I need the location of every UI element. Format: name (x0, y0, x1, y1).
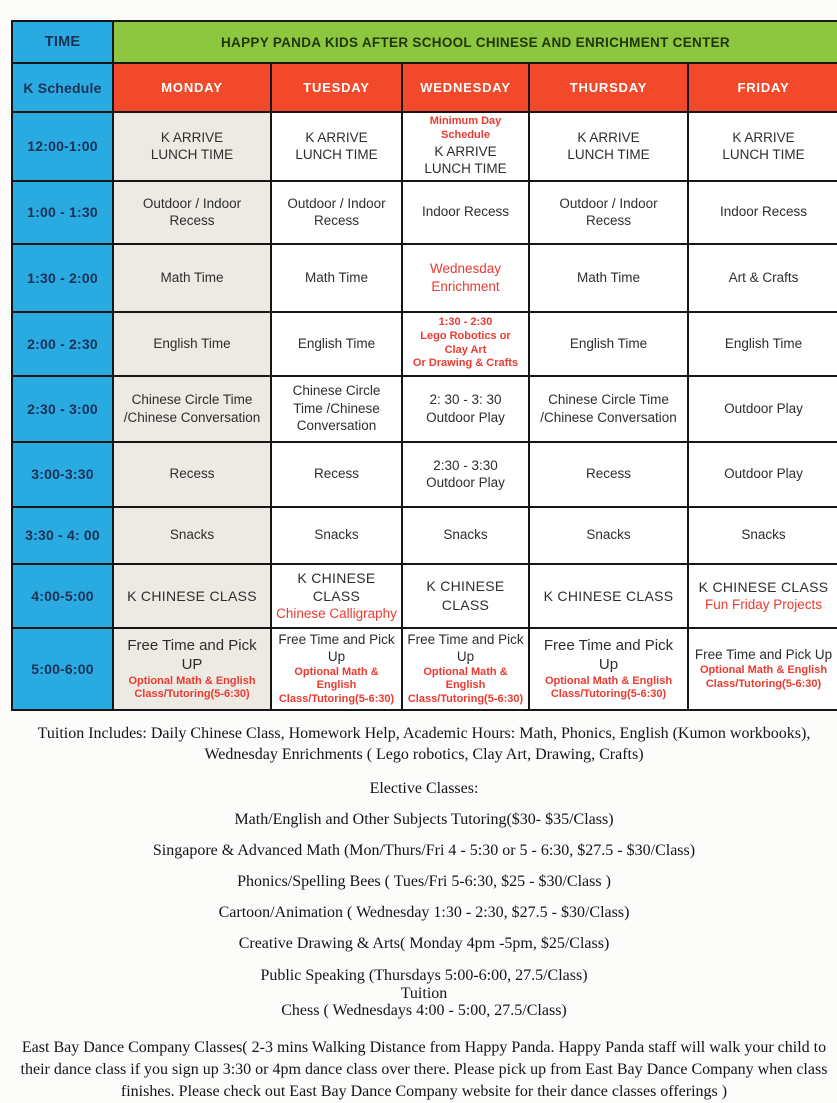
cell-text-line: Free Time and Pick Up (543, 636, 674, 674)
schedule-cell-monday (113, 312, 271, 376)
schedule-row (12, 244, 837, 312)
time-slot-label: 3:00-3:30 (12, 442, 113, 507)
cell-text-line: K CHINESE CLASS (297, 569, 376, 604)
schedule-cell-friday (688, 376, 837, 442)
cell-text-line: LUNCH TIME (150, 147, 234, 163)
cell-text-line: /Chinese Conversation (540, 409, 677, 425)
schedule-row (12, 312, 837, 376)
schedule-cell-friday (688, 507, 837, 564)
schedule-cell-monday (113, 564, 271, 628)
tuition-line: Tuition (400, 984, 448, 1002)
tuition-includes-note: Tuition Includes: Daily Chinese Class, Homework Help, Academic Hours: Math, Phonics, English (Kumon workbooks), Wednesday Enrichments ( Lego robotics, Clay Art, Drawing, Crafts) (37, 724, 811, 764)
cell-text-line: Recess (313, 213, 359, 229)
cell-text-line: Outdoor Play (426, 409, 505, 425)
cell-text-line: Or Drawing & Crafts (412, 357, 519, 370)
cell-text-line: Class/Tutoring(5-6:30) (407, 693, 524, 706)
cell-text-line: Outdoor / Indoor (559, 195, 658, 211)
cell-text-line: K CHINESE CLASS (698, 578, 829, 595)
schedule-cell-thursday (529, 244, 688, 312)
schedule-cell-thursday (529, 628, 688, 710)
cell-text-line: Lego Robotics or (420, 329, 511, 342)
schedule-row (12, 442, 837, 507)
schedule-cell-thursday (529, 376, 688, 442)
cell-text-line: Chinese Circle (292, 383, 381, 399)
cell-text-line: Optional Math & English (699, 663, 828, 676)
cell-text-line: English Time (569, 335, 648, 351)
schedule-row (12, 564, 837, 628)
schedule-cell-friday (688, 628, 837, 710)
cell-text-line: Chinese Circle Time (131, 392, 253, 408)
cell-text-line: Snacks (586, 527, 631, 543)
cell-text-line: Free Time and Pick UP (127, 636, 257, 674)
cell-text-line: K ARRIVE (160, 129, 224, 145)
schedule-cell-tuesday (271, 112, 402, 181)
cell-text-line: Conversation (296, 418, 377, 434)
cell-text-line: Recess (313, 466, 359, 482)
title-row (12, 21, 837, 63)
cell-text-line: Optional Math & English (423, 665, 508, 692)
schedule-cell-wednesday (402, 312, 529, 376)
cell-text-line: English Time (153, 335, 231, 351)
time-slot-label: 1:00 - 1:30 (12, 181, 113, 244)
day-header-wednesday: WEDNESDAY (402, 63, 529, 112)
day-header-friday: FRIDAY (688, 63, 837, 112)
cell-text-line: LUNCH TIME (567, 147, 650, 163)
cell-text-line: Class/Tutoring(5-6:30) (278, 693, 395, 706)
cell-text-line: Class/Tutoring(5-6:30) (134, 688, 250, 701)
cell-text-line: English Time (724, 335, 803, 351)
schedule-cell-wednesday (402, 564, 529, 628)
schedule-row (12, 376, 837, 442)
cell-text-line: K ARRIVE (434, 143, 497, 159)
cell-text-line: Outdoor Play (426, 475, 505, 491)
cell-text-line: Free Time and Pick Up (694, 647, 833, 663)
cell-text-line: Fun Friday Projects (704, 596, 823, 612)
cell-text-line: Snacks (741, 527, 786, 543)
schedule-cell-tuesday (271, 244, 402, 312)
schedule-cell-friday (688, 442, 837, 507)
schedule-cell-tuesday (271, 312, 402, 376)
time-slot-label: 3:30 - 4: 00 (12, 507, 113, 564)
schedule-cell-thursday (529, 564, 688, 628)
schedule-cell-monday (113, 442, 271, 507)
schedule-cell-wednesday (402, 376, 529, 442)
cell-text-line: Indoor Recess (421, 204, 510, 220)
cell-text-line: Snacks (169, 527, 215, 543)
dance-company-note: East Bay Dance Company Classes( 2-3 mins Walking Distance from Happy Panda. Happy Panda staff will walk your child to their dance class if you sign up 3:30 or 4pm dance class over there. Please pick up from East Bay Dance Company when class finishes. Please check out East Bay Dance Company website for their dance classes offerings ) (20, 1038, 828, 1101)
cell-text-line: Recess (585, 213, 631, 229)
schedule-cell-monday (113, 376, 271, 442)
schedule-cell-friday (688, 244, 837, 312)
cell-text-line: Math Time (576, 269, 641, 285)
schedule-cell-monday (113, 628, 271, 710)
cell-text-line: Chinese Calligraphy (276, 606, 397, 621)
cell-text-line: Minimum Day Schedule (429, 115, 502, 141)
schedule-row (12, 181, 837, 244)
schedule-cell-thursday (529, 312, 688, 376)
schedule-cell-thursday (529, 442, 688, 507)
day-header-row (12, 63, 837, 112)
time-slot-label: 1:30 - 2:00 (12, 244, 113, 312)
schedule-cell-thursday (529, 181, 688, 244)
schedule-row (12, 112, 837, 181)
time-slot-label: 12:00-1:00 (12, 112, 113, 181)
cell-text-line: 2:30 - 3:30 (433, 457, 498, 473)
notes-section (11, 723, 837, 1103)
cell-text-line: Recess (585, 466, 631, 482)
cell-text-line: Recess (169, 466, 215, 482)
schedule-cell-wednesday (402, 181, 529, 244)
schedule-cell-wednesday (402, 442, 529, 507)
electives-list (11, 811, 837, 953)
cell-text-line: Enrichment (431, 278, 500, 294)
schedule-cell-tuesday (271, 442, 402, 507)
electives-heading: Elective Classes: (369, 780, 479, 798)
cell-text-line: K CHINESE CLASS (127, 587, 257, 604)
schedule-cell-wednesday (402, 112, 529, 181)
cell-text-line: Indoor Recess (719, 204, 808, 220)
cell-text-line: Optional Math & English (128, 674, 256, 687)
schedule-cell-monday (113, 507, 271, 564)
cell-text-line: K CHINESE CLASS (426, 578, 505, 613)
schedule-cell-wednesday (402, 507, 529, 564)
elective-line: Cartoon/Animation ( Wednesday 1:30 - 2:30, $27.5 - $30/Class) (218, 904, 630, 922)
elective-line: Singapore & Advanced Math (Mon/Thurs/Fri 4 - 5:30 or 5 - 6:30, $27.5 - $30/Class) (152, 842, 696, 860)
schedule-cell-friday (688, 181, 837, 244)
tuition-line: Chess ( Wednesdays 4:00 - 5:00, 27.5/Class) (281, 1002, 567, 1020)
cell-text-line: Optional Math & English (294, 665, 379, 692)
schedule-row (12, 507, 837, 564)
cell-text-line: Class/Tutoring(5-6:30) (550, 688, 667, 701)
cell-text-line: Math Time (304, 269, 369, 285)
schedule-cell-monday (113, 181, 271, 244)
cell-text-line: 2: 30 - 3: 30 (429, 392, 502, 408)
cell-text-line: Outdoor Play (724, 400, 803, 416)
schedule-cell-tuesday (271, 628, 402, 710)
schedule-cell-monday (113, 112, 271, 181)
cell-text-line: Outdoor Play (724, 466, 803, 482)
cell-text-line: 1:30 - 2:30 (438, 316, 493, 329)
cell-text-line: LUNCH TIME (295, 147, 378, 163)
cell-text-line: Outdoor / Indoor (287, 195, 386, 211)
schedule-table (11, 20, 837, 711)
schedule-cell-friday (688, 112, 837, 181)
cell-text-line: Time /Chinese (293, 400, 380, 416)
schedule-cell-friday (688, 312, 837, 376)
day-header-thursday: THURSDAY (529, 63, 688, 112)
schedule-cell-thursday (529, 507, 688, 564)
cell-text-line: Optional Math & English (544, 674, 673, 687)
schedule-cell-friday (688, 564, 837, 628)
schedule-cell-wednesday (402, 244, 529, 312)
cell-text-line: LUNCH TIME (424, 161, 507, 177)
tuition-tight-lines (11, 967, 837, 1020)
cell-text-line: K ARRIVE (732, 129, 795, 145)
schedule-cell-tuesday (271, 507, 402, 564)
cell-text-line: Class/Tutoring(5-6:30) (705, 677, 822, 690)
cell-text-line: K ARRIVE (305, 129, 368, 145)
cell-text-line: Free Time and Pick Up (407, 631, 524, 665)
day-header-monday: MONDAY (113, 63, 271, 112)
cell-text-line: LUNCH TIME (722, 147, 805, 163)
schedule-cell-tuesday (271, 564, 402, 628)
elective-line: Phonics/Spelling Bees ( Tues/Fri 5-6:30, $25 - $30/Class ) (237, 873, 611, 891)
schedule-cell-wednesday (402, 628, 529, 710)
center-title: HAPPY PANDA KIDS AFTER SCHOOL CHINESE AND ENRICHMENT CENTER (113, 21, 837, 63)
cell-text-line: Snacks (443, 527, 488, 543)
cell-text-line: Outdoor / Indoor (142, 195, 242, 211)
cell-text-line: Chinese Circle Time (548, 392, 669, 408)
schedule-cell-thursday (529, 112, 688, 181)
time-slot-label: 4:00-5:00 (12, 564, 113, 628)
k-schedule-label: K Schedule (12, 63, 113, 112)
time-slot-label: 5:00-6:00 (12, 628, 113, 710)
schedule-cell-tuesday (271, 376, 402, 442)
cell-text-line: K CHINESE CLASS (543, 587, 674, 604)
cell-text-line: Clay Art (444, 343, 487, 356)
time-slot-label: 2:00 - 2:30 (12, 312, 113, 376)
cell-text-line: Snacks (314, 527, 359, 543)
schedule-row (12, 628, 837, 710)
elective-line: Creative Drawing & Arts( Monday 4pm -5pm, $25/Class) (238, 935, 610, 953)
time-column-header: TIME (12, 21, 113, 63)
cell-text-line: English Time (297, 335, 376, 351)
tuition-line: Public Speaking (Thursdays 5:00-6:00, 27.5/Class) (260, 967, 588, 985)
cell-text-line: Wednesday (429, 261, 502, 277)
cell-text-line: Recess (169, 213, 215, 229)
cell-text-line: /Chinese Conversation (123, 409, 261, 425)
day-header-tuesday: TUESDAY (271, 63, 402, 112)
cell-text-line: K ARRIVE (577, 129, 640, 145)
time-slot-label: 2:30 - 3:00 (12, 376, 113, 442)
cell-text-line: Art & Crafts (728, 269, 799, 285)
schedule-cell-tuesday (271, 181, 402, 244)
cell-text-line: Math Time (160, 269, 224, 285)
elective-line: Math/English and Other Subjects Tutoring($30- $35/Class) (234, 811, 614, 829)
cell-text-line: Free Time and Pick Up (278, 631, 395, 665)
schedule-cell-monday (113, 244, 271, 312)
